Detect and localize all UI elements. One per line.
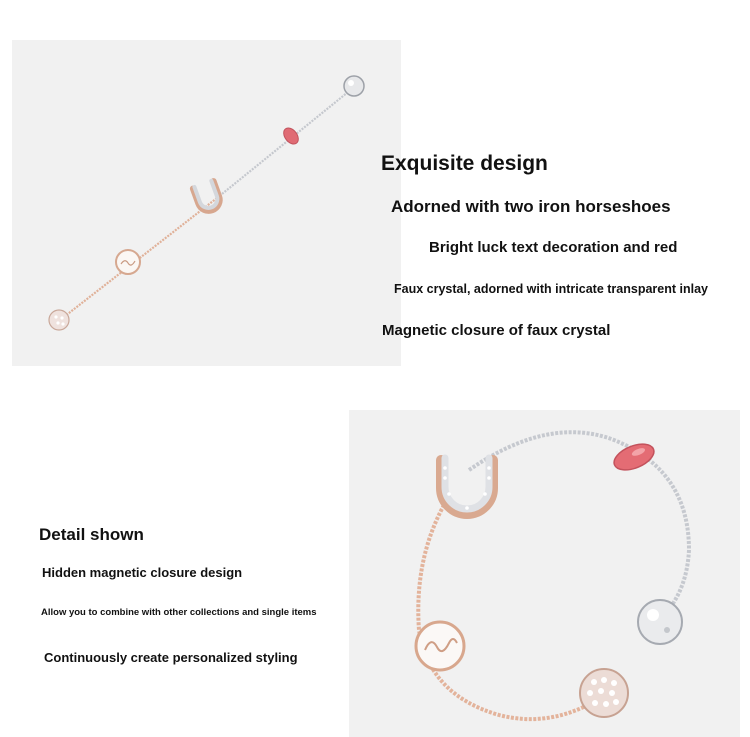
section1-line-3: Faux crystal, adorned with intricate transparent inlay (394, 282, 708, 296)
product-image-circular (349, 410, 740, 737)
bracelet-circular-illustration (349, 410, 740, 737)
section2-title: Detail shown (39, 525, 144, 544)
section2-line-2: Allow you to combine with other collections and single items (41, 607, 317, 618)
section1-line-1: Adorned with two iron horseshoes (391, 197, 671, 216)
section1-title: Exquisite design (381, 152, 548, 175)
product-image-straight (12, 40, 401, 366)
section1-line-4: Magnetic closure of faux crystal (382, 322, 611, 339)
bracelet-straight-illustration (12, 40, 401, 366)
section2-line-1: Hidden magnetic closure design (42, 565, 243, 580)
section2-line-3: Continuously create personalized styling (44, 650, 298, 665)
section1-line-2: Bright luck text decoration and red (429, 239, 678, 256)
